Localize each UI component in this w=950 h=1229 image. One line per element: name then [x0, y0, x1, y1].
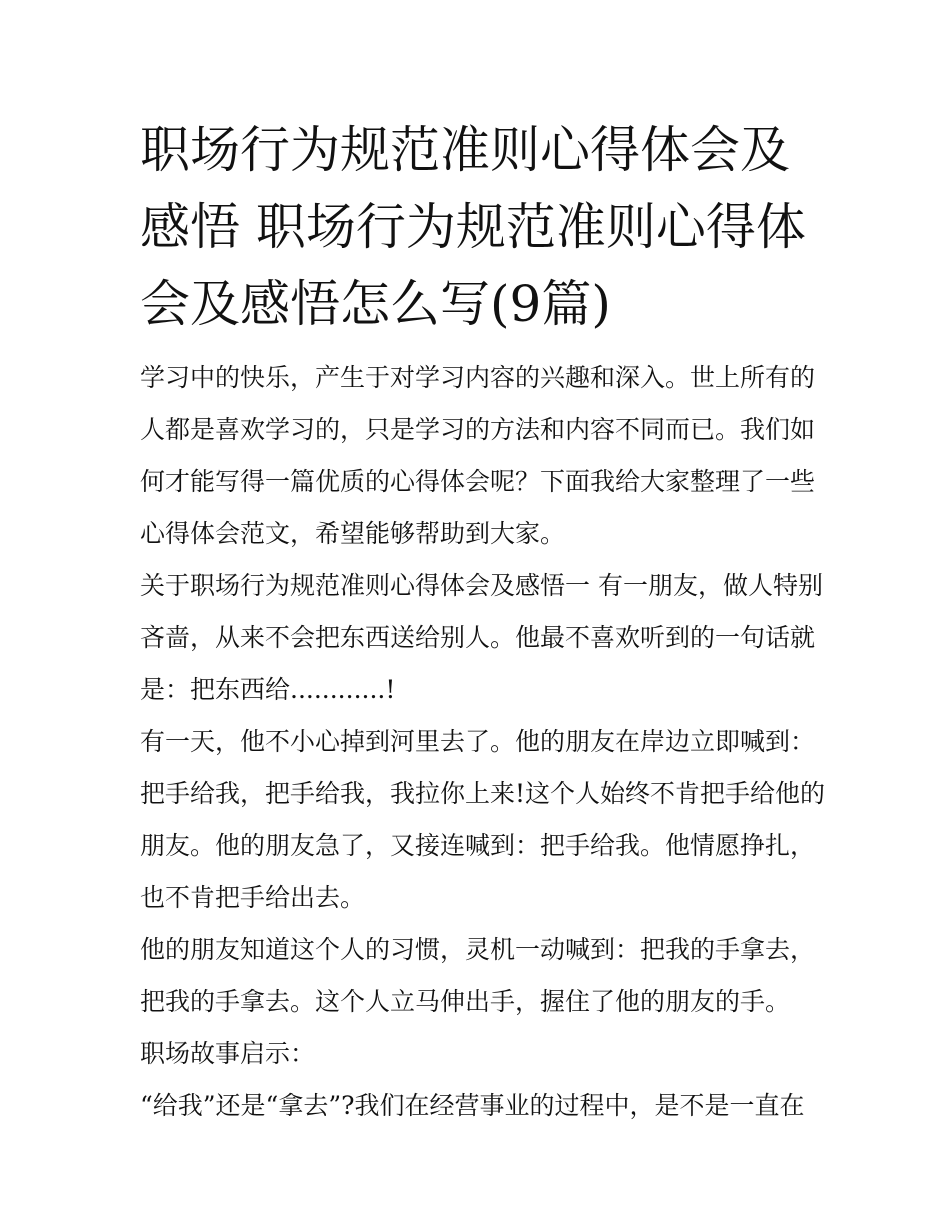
- document-body: [140, 352, 830, 1132]
- paragraph-lesson-heading: 职场故事启示：: [140, 1039, 316, 1068]
- paragraph-intro: 学习中的快乐，产生于对学习内容的兴趣和深入。世上所有的人都是喜欢学习的，只是学习的方法和内容不同而已。我们如何才能写得一篇优质的心得体会呢？下面我给大家整理了一些心得体会范文，希望能够帮助到大家。: [140, 363, 816, 548]
- paragraph-story-ending: 他的朋友知道这个人的习惯，灵机一动喊到：把我的手拿去，把我的手拿去。这个人立马伸出手，握住了他的朋友的手。: [140, 935, 816, 1016]
- document-title: 职场行为规范准则心得体会及感悟 职场行为规范准则心得体会及感悟怎么写(9篇): [140, 121, 806, 333]
- paragraph-story-opening: 关于职场行为规范准则心得体会及感悟一 有一朋友，做人特别吝啬，从来不会把东西送给别人。他最不喜欢听到的一句话就是：把东西给............!: [140, 571, 823, 704]
- paragraph-lesson-text: “给我”还是“拿去”?我们在经营事业的过程中，是不是一直在: [140, 1091, 805, 1120]
- paragraph-story-river: 有一天，他不小心掉到河里去了。他的朋友在岸边立即喊到：把手给我，把手给我，我拉你上来!这个人始终不肯把手给他的朋友。他的朋友急了，又接连喊到：把手给我。他情愿挣扎，也不肯把手给出去。: [140, 727, 826, 912]
